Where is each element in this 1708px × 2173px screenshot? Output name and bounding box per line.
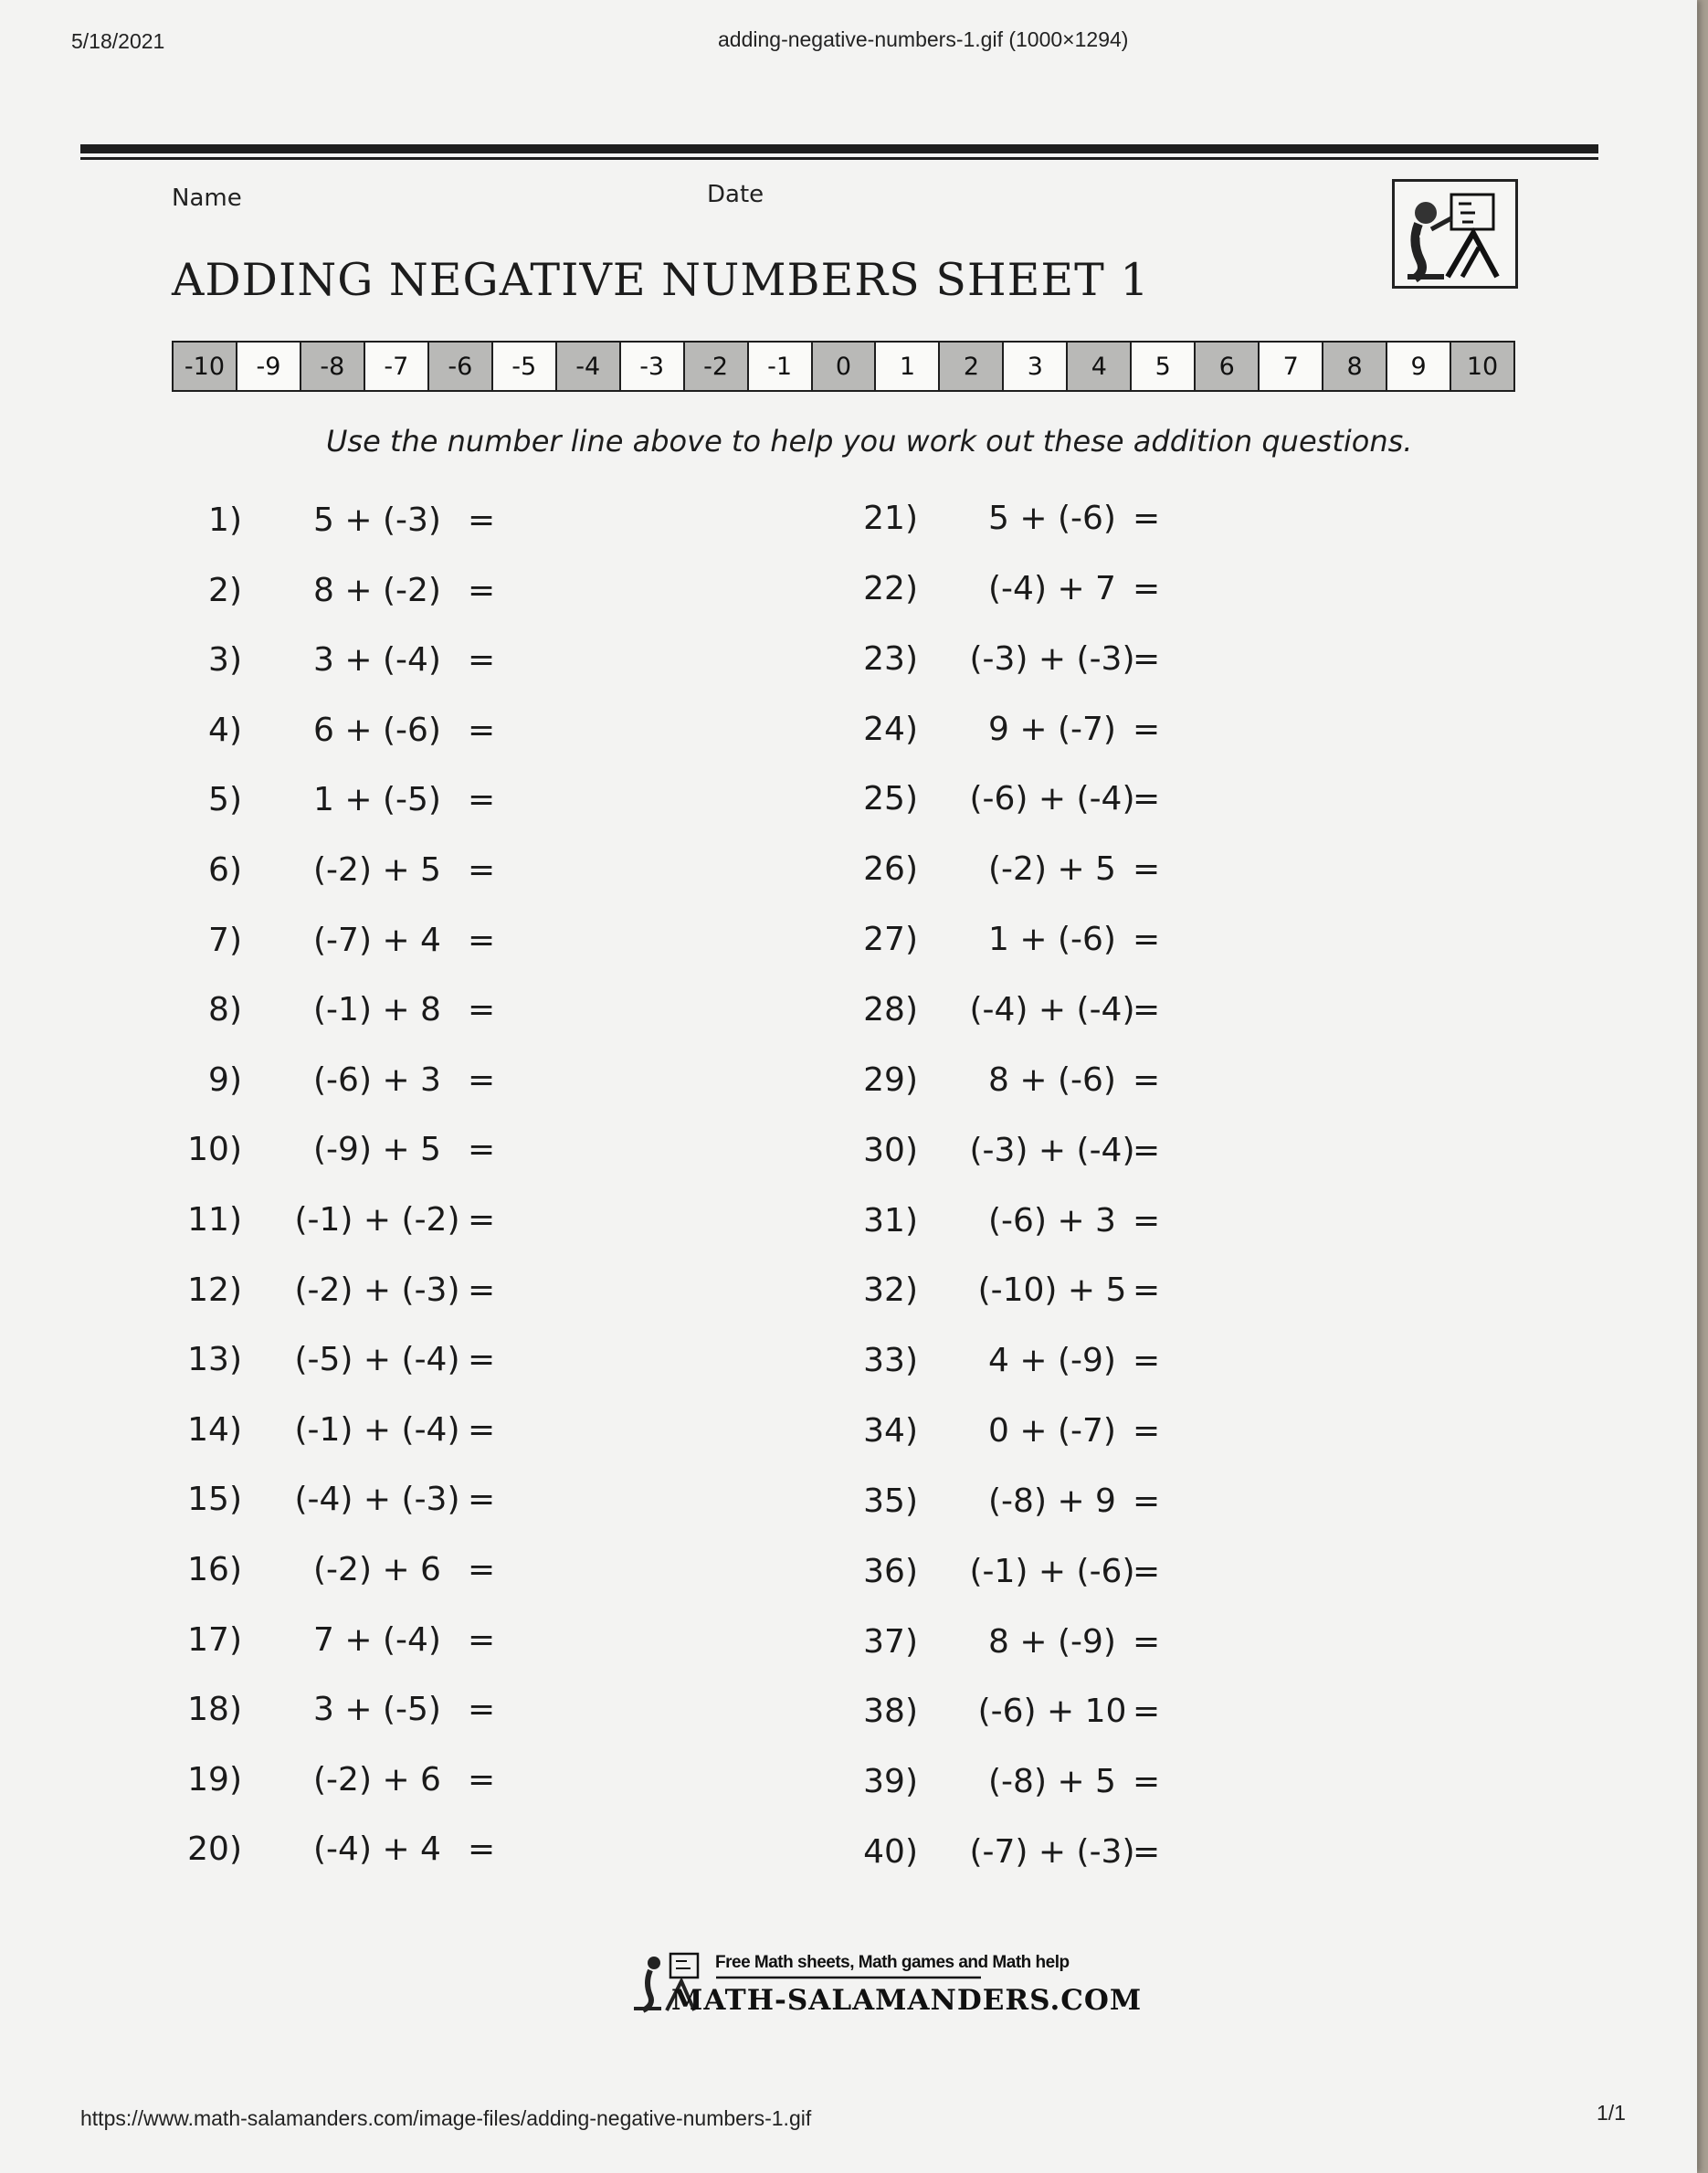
question-number: 5): [208, 781, 242, 818]
question-number: 33): [863, 1342, 918, 1379]
question-number: 11): [187, 1201, 242, 1239]
question-number: 34): [863, 1412, 918, 1450]
question-expression: (-2) + 6: [313, 1761, 441, 1799]
question-number: 35): [863, 1482, 918, 1520]
number-line-cell: -8: [301, 343, 365, 390]
question-expression: (-2) + 6: [313, 1551, 441, 1588]
question-expression: (-1) + (-4): [294, 1411, 460, 1449]
number-line-cell: -2: [685, 343, 749, 390]
print-title: adding-negative-numbers-1.gif (1000×1294): [718, 27, 1129, 51]
equals-sign: =: [468, 991, 496, 1028]
equals-sign: =: [1133, 850, 1161, 888]
number-line-cell: 1: [876, 343, 940, 390]
question-number: 15): [187, 1481, 242, 1518]
question-number: 24): [863, 711, 918, 748]
top-rule-thin: [80, 157, 1598, 160]
equals-sign: =: [468, 572, 496, 609]
equals-sign: =: [468, 1761, 496, 1799]
question-expression: (-9) + 5: [313, 1131, 441, 1168]
number-line-cell: 0: [813, 343, 877, 390]
page-number: 1/1: [1597, 2101, 1626, 2125]
equals-sign: =: [1133, 570, 1161, 607]
question-expression: (-5) + (-4): [294, 1341, 460, 1378]
question-expression: (-4) + 4: [313, 1830, 441, 1868]
question-number: 4): [208, 712, 242, 749]
question-number: 39): [863, 1763, 918, 1800]
question-number: 27): [863, 921, 918, 958]
question-expression: (-2) + 5: [988, 850, 1116, 888]
question-expression: 3 + (-4): [313, 641, 441, 679]
question-expression: 8 + (-6): [988, 1061, 1116, 1099]
question-expression: (-4) + 7: [988, 570, 1116, 607]
equals-sign: =: [1133, 1061, 1161, 1099]
question-number: 22): [863, 570, 918, 607]
question-expression: 9 + (-7): [988, 711, 1116, 748]
number-line-cell: 5: [1132, 343, 1196, 390]
question-expression: (-6) + 3: [988, 1202, 1116, 1239]
question-expression: 5 + (-3): [313, 501, 441, 539]
question-expression: 4 + (-9): [988, 1342, 1116, 1379]
question-expression: (-8) + 5: [988, 1763, 1116, 1800]
equals-sign: =: [1133, 1482, 1161, 1520]
equals-sign: =: [468, 501, 496, 539]
question-number: 3): [208, 641, 242, 679]
number-line-cell: -9: [237, 343, 301, 390]
footer-tagline: Free Math sheets, Math games and Math help: [715, 1953, 1070, 1972]
salamander-teacher-icon: [1392, 179, 1518, 289]
number-line-cell: 6: [1196, 343, 1260, 390]
number-line-cell: 4: [1068, 343, 1132, 390]
equals-sign: =: [468, 1411, 496, 1449]
number-line-cell: 2: [940, 343, 1004, 390]
question-expression: (-3) + (-4): [969, 1132, 1135, 1169]
number-line-cell: -7: [365, 343, 429, 390]
question-number: 19): [187, 1761, 242, 1799]
question-number: 28): [863, 991, 918, 1028]
question-number: 25): [863, 780, 918, 818]
question-number: 12): [187, 1271, 242, 1309]
question-number: 29): [863, 1061, 918, 1099]
question-expression: (-3) + (-3): [969, 640, 1135, 678]
question-expression: 3 + (-5): [313, 1691, 441, 1728]
question-number: 2): [208, 572, 242, 609]
question-number: 26): [863, 850, 918, 888]
number-line-cell: 9: [1387, 343, 1451, 390]
equals-sign: =: [468, 712, 496, 749]
number-line-cell: -3: [621, 343, 685, 390]
equals-sign: =: [1133, 1623, 1161, 1661]
question-number: 13): [187, 1341, 242, 1378]
equals-sign: =: [468, 781, 496, 818]
question-number: 17): [187, 1621, 242, 1659]
worksheet-title: ADDING NEGATIVE NUMBERS SHEET 1: [172, 254, 1150, 306]
equals-sign: =: [468, 1551, 496, 1588]
question-expression: (-8) + 9: [988, 1482, 1116, 1520]
question-number: 30): [863, 1132, 918, 1169]
question-expression: (-7) + 4: [313, 922, 441, 959]
question-number: 32): [863, 1271, 918, 1309]
question-expression: 1 + (-5): [313, 781, 441, 818]
top-rule: [80, 144, 1598, 153]
question-expression: (-1) + (-2): [294, 1201, 460, 1239]
question-number: 31): [863, 1202, 918, 1239]
equals-sign: =: [468, 641, 496, 679]
question-expression: (-4) + (-3): [294, 1481, 460, 1518]
equals-sign: =: [1133, 1271, 1161, 1309]
equals-sign: =: [468, 1271, 496, 1309]
equals-sign: =: [468, 1131, 496, 1168]
question-expression: (-2) + (-3): [294, 1271, 460, 1309]
print-date: 5/18/2021: [71, 29, 165, 53]
question-number: 38): [863, 1693, 918, 1730]
equals-sign: =: [468, 851, 496, 889]
equals-sign: =: [468, 1691, 496, 1728]
question-expression: 6 + (-6): [313, 712, 441, 749]
number-line-cell: -6: [429, 343, 493, 390]
number-line-cell: -5: [493, 343, 557, 390]
equals-sign: =: [1133, 1342, 1161, 1379]
equals-sign: =: [1133, 1693, 1161, 1730]
question-number: 37): [863, 1623, 918, 1661]
question-expression: (-7) + (-3): [969, 1833, 1135, 1871]
question-expression: 1 + (-6): [988, 921, 1116, 958]
number-line-cell: -1: [749, 343, 813, 390]
question-number: 6): [208, 851, 242, 889]
number-line-cell: 7: [1260, 343, 1323, 390]
equals-sign: =: [1133, 1553, 1161, 1590]
equals-sign: =: [468, 1341, 496, 1378]
page-url: https://www.math-salamanders.com/image-files/adding-negative-numbers-1.gif: [80, 2106, 812, 2130]
footer-brand: MATH-SALAMANDERS.COM: [671, 1984, 1143, 2017]
equals-sign: =: [468, 1830, 496, 1868]
equals-sign: =: [1133, 711, 1161, 748]
equals-sign: =: [1133, 500, 1161, 537]
equals-sign: =: [1133, 991, 1161, 1028]
instructions: Use the number line above to help you work out these addition questions.: [326, 424, 1413, 459]
equals-sign: =: [468, 1481, 496, 1518]
equals-sign: =: [1133, 1412, 1161, 1450]
equals-sign: =: [468, 1621, 496, 1659]
question-number: 8): [208, 991, 242, 1028]
question-expression: 0 + (-7): [988, 1412, 1116, 1450]
question-number: 1): [208, 501, 242, 539]
question-number: 20): [187, 1830, 242, 1868]
equals-sign: =: [468, 922, 496, 959]
question-number: 18): [187, 1691, 242, 1728]
name-label: Name: [172, 185, 242, 212]
question-expression: 7 + (-4): [313, 1621, 441, 1659]
question-number: 16): [187, 1551, 242, 1588]
question-number: 23): [863, 640, 918, 678]
question-number: 14): [187, 1411, 242, 1449]
equals-sign: =: [468, 1061, 496, 1099]
question-expression: 8 + (-9): [988, 1623, 1116, 1661]
date-label: Date: [707, 181, 764, 208]
question-expression: (-6) + 3: [313, 1061, 441, 1099]
equals-sign: =: [1133, 640, 1161, 678]
question-expression: (-2) + 5: [313, 851, 441, 889]
question-expression: (-1) + 8: [313, 991, 441, 1028]
equals-sign: =: [468, 1201, 496, 1239]
equals-sign: =: [1133, 1202, 1161, 1239]
question-number: 9): [208, 1061, 242, 1099]
question-expression: (-1) + (-6): [969, 1553, 1135, 1590]
question-number: 40): [863, 1833, 918, 1871]
equals-sign: =: [1133, 1132, 1161, 1169]
number-line-cell: -4: [557, 343, 621, 390]
question-number: 7): [208, 922, 242, 959]
question-number: 10): [187, 1131, 242, 1168]
equals-sign: =: [1133, 921, 1161, 958]
number-line-cell: 3: [1004, 343, 1068, 390]
question-expression: (-10) + 5: [977, 1271, 1127, 1309]
question-expression: (-6) + 10: [977, 1693, 1127, 1730]
number-line-cell: 8: [1323, 343, 1387, 390]
number-line-cell: 10: [1451, 343, 1513, 390]
equals-sign: =: [1133, 1833, 1161, 1871]
number-line: [172, 341, 1515, 392]
question-number: 36): [863, 1553, 918, 1590]
equals-sign: =: [1133, 1763, 1161, 1800]
question-expression: (-4) + (-4): [969, 991, 1135, 1028]
question-expression: 8 + (-2): [313, 572, 441, 609]
number-line-cell: -10: [174, 343, 237, 390]
question-expression: (-6) + (-4): [969, 780, 1135, 818]
equals-sign: =: [1133, 780, 1161, 818]
question-number: 21): [863, 500, 918, 537]
question-expression: 5 + (-6): [988, 500, 1116, 537]
